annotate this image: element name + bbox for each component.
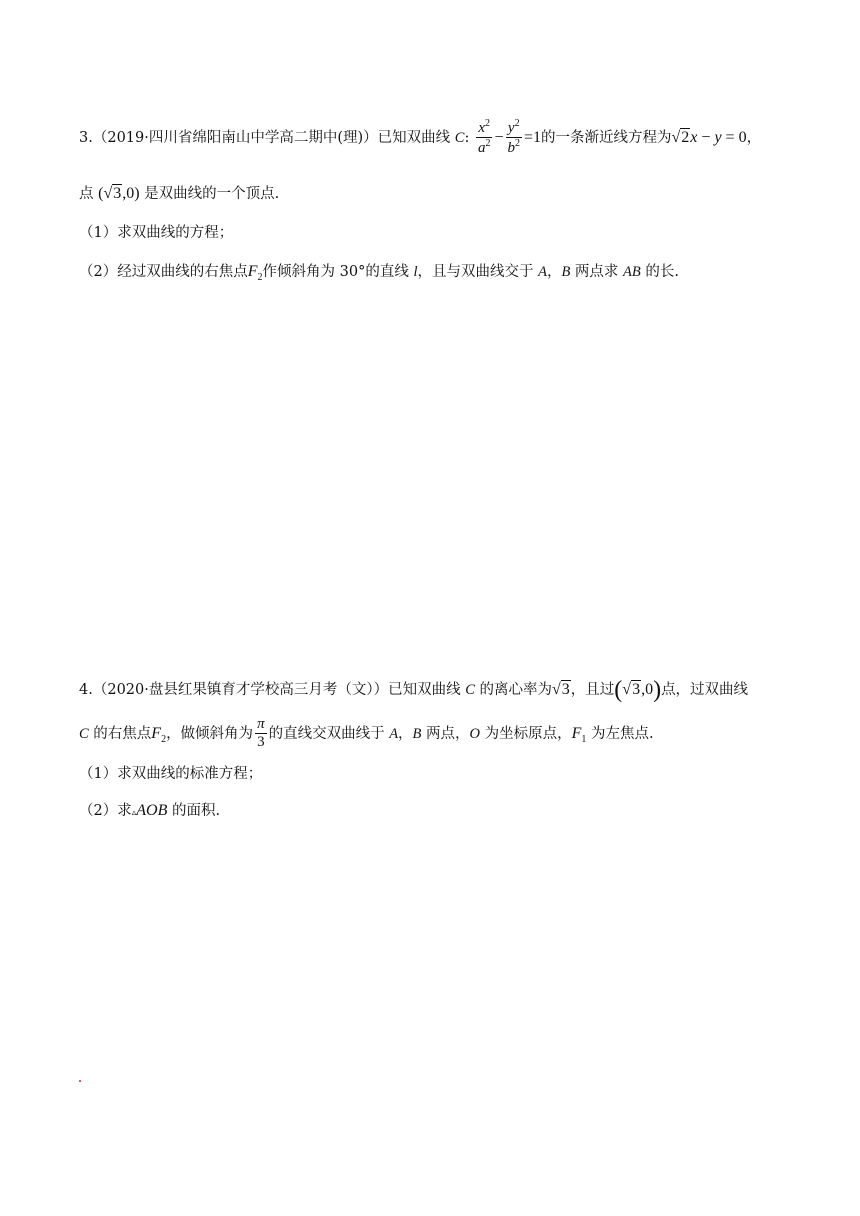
q4-stem-b: 的离心率为 (479, 682, 552, 698)
q4-stem-c: ，且过 (570, 682, 615, 698)
q3-part2-c: ，且与双曲线交于 (417, 264, 534, 280)
q3-line2 (79, 184, 279, 203)
q3-part2-b: 作倾斜角为 30°的直线 (262, 264, 409, 280)
q3-part2-d: 两点求 (574, 264, 619, 280)
q4-frac-angle: $\frac{\pi}{3}$ (257, 716, 265, 751)
q4-line2-a: 的右焦点 (93, 725, 152, 742)
q4-part2-b: 的面积. (171, 803, 221, 819)
q3-part2-a: （2）经过双曲线的右焦点 (79, 264, 248, 280)
q3-stem-a: 已知双曲线 (377, 129, 451, 146)
q3-stem-c: ， (746, 129, 762, 146)
q3-asymptote-eq: √2x − y = 0 (671, 128, 747, 146)
q4-line1: 4.（2020·盘县红果镇育才学校高三月考（文））已知双曲线 C 的离心率为√3，且过(√3,0)点，过双曲线 (79, 677, 749, 703)
q4-line2-b: ，做倾斜角为 (166, 725, 254, 742)
q3-part2: （2）经过双曲线的右焦点$F_2$作倾斜角为 30°的直线 l，且与双曲线交于 A，B 两点求 AB 的长. (79, 263, 679, 284)
q3-vertex-point: (√3,0) (98, 185, 140, 202)
q3-frac-x: $\frac{x^2}{a^2}$ (477, 118, 491, 157)
q3-line2-b: 是双曲线的一个顶点. (144, 186, 280, 202)
q4-line2: C 的右焦点$F_2$，做倾斜角为 $\frac{\pi}{3}$ 的直线交双曲线于 A，B 两点，O 为坐标原点，$F_1$ 为左焦点. (79, 716, 654, 751)
q3-line2-a: 点 (79, 186, 94, 202)
q4-line2-f: 为左焦点. (591, 725, 654, 742)
q3-source: （2019·四川省绵阳南山中学高二期中(理)） (92, 129, 378, 146)
q4-number: 4 (79, 682, 89, 698)
q3-part1: （1）求双曲线的方程； (79, 225, 234, 241)
q4-eccentricity: √3 (552, 681, 570, 698)
q4-part1: （1）求双曲线的标准方程； (79, 766, 263, 782)
q3-line1: 3.（2019·四川省绵阳南山中学高二期中(理)）已知双曲线 C: $\frac{x^2}{a^2}$ − $\frac{y^2}{b^2}$ =1的一条渐近线方程为√2x − y = 0， (79, 118, 762, 157)
q3-number: 3 (79, 129, 89, 146)
q4-stem-a: 已知双曲线 (388, 682, 461, 698)
q4-stem-d: 点，过双曲线 (661, 682, 749, 698)
q3-part2-e: 的长. (645, 264, 679, 280)
q3-stem-b: 的一条渐近线方程为 (541, 129, 672, 146)
q4-part2: （2）求▵AOB 的面积. (79, 802, 221, 819)
q3-frac-y: $\frac{y^2}{b^2}$ (507, 118, 520, 157)
q4-line2-c: 的直线交双曲线于 (268, 725, 385, 742)
q4-part2-a: （2）求 (79, 803, 132, 819)
q4-point: √3,0 (622, 681, 654, 698)
stray-mark (79, 1080, 81, 1082)
q4-source: （2020·盘县红果镇育才学校高三月考（文）） (92, 682, 389, 698)
q4-line2-d: 两点， (426, 725, 470, 742)
q3-curve-name: C (454, 129, 465, 146)
q4-line2-e: 为坐标原点， (484, 725, 572, 742)
